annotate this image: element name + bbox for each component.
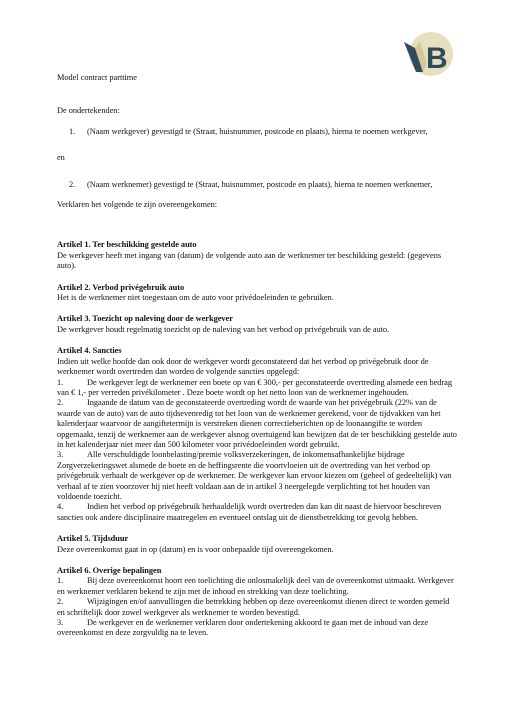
party-number: 2. (69, 179, 76, 189)
article-4-title: Artikel 4. Sancties (57, 346, 122, 356)
document-title: Model contract parttime (57, 73, 137, 82)
party-text: (Naam werkgever) gevestigd te (Straat, huisnummer, postcode en plaats), hierna te noemen werkgever, (87, 126, 428, 136)
party-number: 1. (69, 126, 76, 136)
article-4-item (57, 398, 457, 450)
party-text: (Naam werknemer) gevestigd te (Straat, huisnummer, postcode en plaats), hierna te noemen werknemer, (87, 179, 433, 189)
article-1-title: Artikel 1. Ter beschikking gestelde auto (57, 240, 197, 250)
article-6-item (57, 576, 457, 597)
article-5-body: Deze overeenkomst gaat in op (datum) en is voor onbepaalde tijd overeengekomen. (57, 544, 334, 554)
conjunction-en: en (57, 153, 65, 163)
article-4-item (57, 502, 457, 523)
item-number: 3. (57, 618, 64, 628)
agreement-line: Verklaren het volgende te zijn overeengekomen: (57, 200, 218, 210)
article-3-title: Artikel 3. Toezicht op naleving door de werkgever (57, 314, 233, 324)
item-text: De werkgever en de werknemer verklaren door ondertekening akkoord te gaan met de inhoud van deze overeenkomst en deze zorgvuldig na te leven. (57, 618, 429, 638)
logo-letter-b: B (426, 42, 448, 75)
party-employee (69, 180, 457, 190)
item-text: Indien het verbod op privégebruik herhaaldelijk wordt overtreden dan kan dit naast de hiervoor beschreven sancties ook andere disciplinaire maatregelen en eventueel ontslag uit de dienstbetrekking tot gevolg hebben. (57, 502, 442, 522)
item-text: Ingaande de datum van de geconstateerde overtreding wordt de waarde van het privégebruik (22% van de waarde van de auto) van de auto tijdsevenredig tot het loon van de werknemer gerekend, voor de tijdvakken van het kalenderjaar waarvoor de aangiftetermijn is verstreken dienen correctieberichten op de loonaangifte te worden opgemaakt, tenzij de werknemer aan de werkgever alsnog overtuigend kan bewijzen dat de ter beschikking gestelde auto in het kalenderjaar niet meer dan 500 kilometer voor privédoeleinden wordt gebruikt. (57, 398, 457, 449)
article-6-item (57, 618, 457, 639)
article-1-body: De werkgever heeft met ingang van (datum) de volgende auto aan de werknemer ter beschikking gesteld: (gegevens auto). (57, 250, 442, 271)
item-number: 2. (57, 597, 64, 607)
article-4-item (57, 450, 457, 502)
article-4-item (57, 378, 457, 399)
item-number: 3. (57, 450, 64, 460)
article-6-item (57, 597, 457, 618)
article-2-body: Het is de werknemer niet toegestaan om de auto voor privédoeleinden te gebruiken. (57, 293, 334, 303)
item-text: De werkgever legt de werknemer een boete op van € 300,- per geconstateerde overtreding alsmede een bedrag van € 1,- per verreden privékilometer . Deze boete wordt op het netto loon van de werknemer ingehouden. (57, 377, 452, 397)
contract-body (57, 73, 457, 639)
party-employer (69, 127, 457, 137)
intro-line: De ondertekenden: (57, 106, 120, 116)
item-number: 1. (57, 576, 64, 586)
article-5-title: Artikel 5. Tijdsduur (57, 534, 129, 544)
article-2-title: Artikel 2. Verbod privégebruik auto (57, 282, 185, 292)
article-3-body: De werkgever houdt regelmatig toezicht op de naleving van het verbod op privégebruik van de auto. (57, 324, 390, 334)
item-number: 4. (57, 502, 64, 512)
item-number: 2. (57, 398, 64, 408)
item-number: 1. (57, 377, 64, 387)
item-text: Wijzigingen en/of aanvullingen die betrekking hebben op deze overeenkomst dienen direct te worden gemeld en schriftelijk door zowel werkgever als werknemer te worden bevestigd. (57, 597, 450, 617)
article-6-title: Artikel 6. Overige bepalingen (57, 566, 162, 575)
item-text: Alle verschuldigde loonbelasting/premie volksverzekeringen, de inkomensafhankelijke bijdrage Zorgverzekeringswet alsmede de boete en de heffingsrente die voortvloeien uit de overtreding van het verbod op privégebruik verhaalt de werkgever op de werknemer. De werkgever kan ervoor kiezen om (geheel of gedeeltelijk) van verhaal af te zien voorzover hij niet heeft voldaan aan de in artikel 3 neergelegde verplichting tot het houden van voldoende toezicht. (57, 450, 452, 501)
item-text: Bij deze overeenkomst hoort een toelichting die onlosmakelijk deel van de overeenkomst uitmaakt. Werkgever en werknemer verklaren bekend te zijn met de inhoud en strekking van deze toelichting. (57, 576, 454, 596)
article-4-body: Indien uit welke hoofde dan ook door de werkgever wordt geconstateerd dat het verbod op privégebruik door de werknemer wordt overtreden dan worden de volgende sancties opgelegd: (57, 356, 429, 377)
